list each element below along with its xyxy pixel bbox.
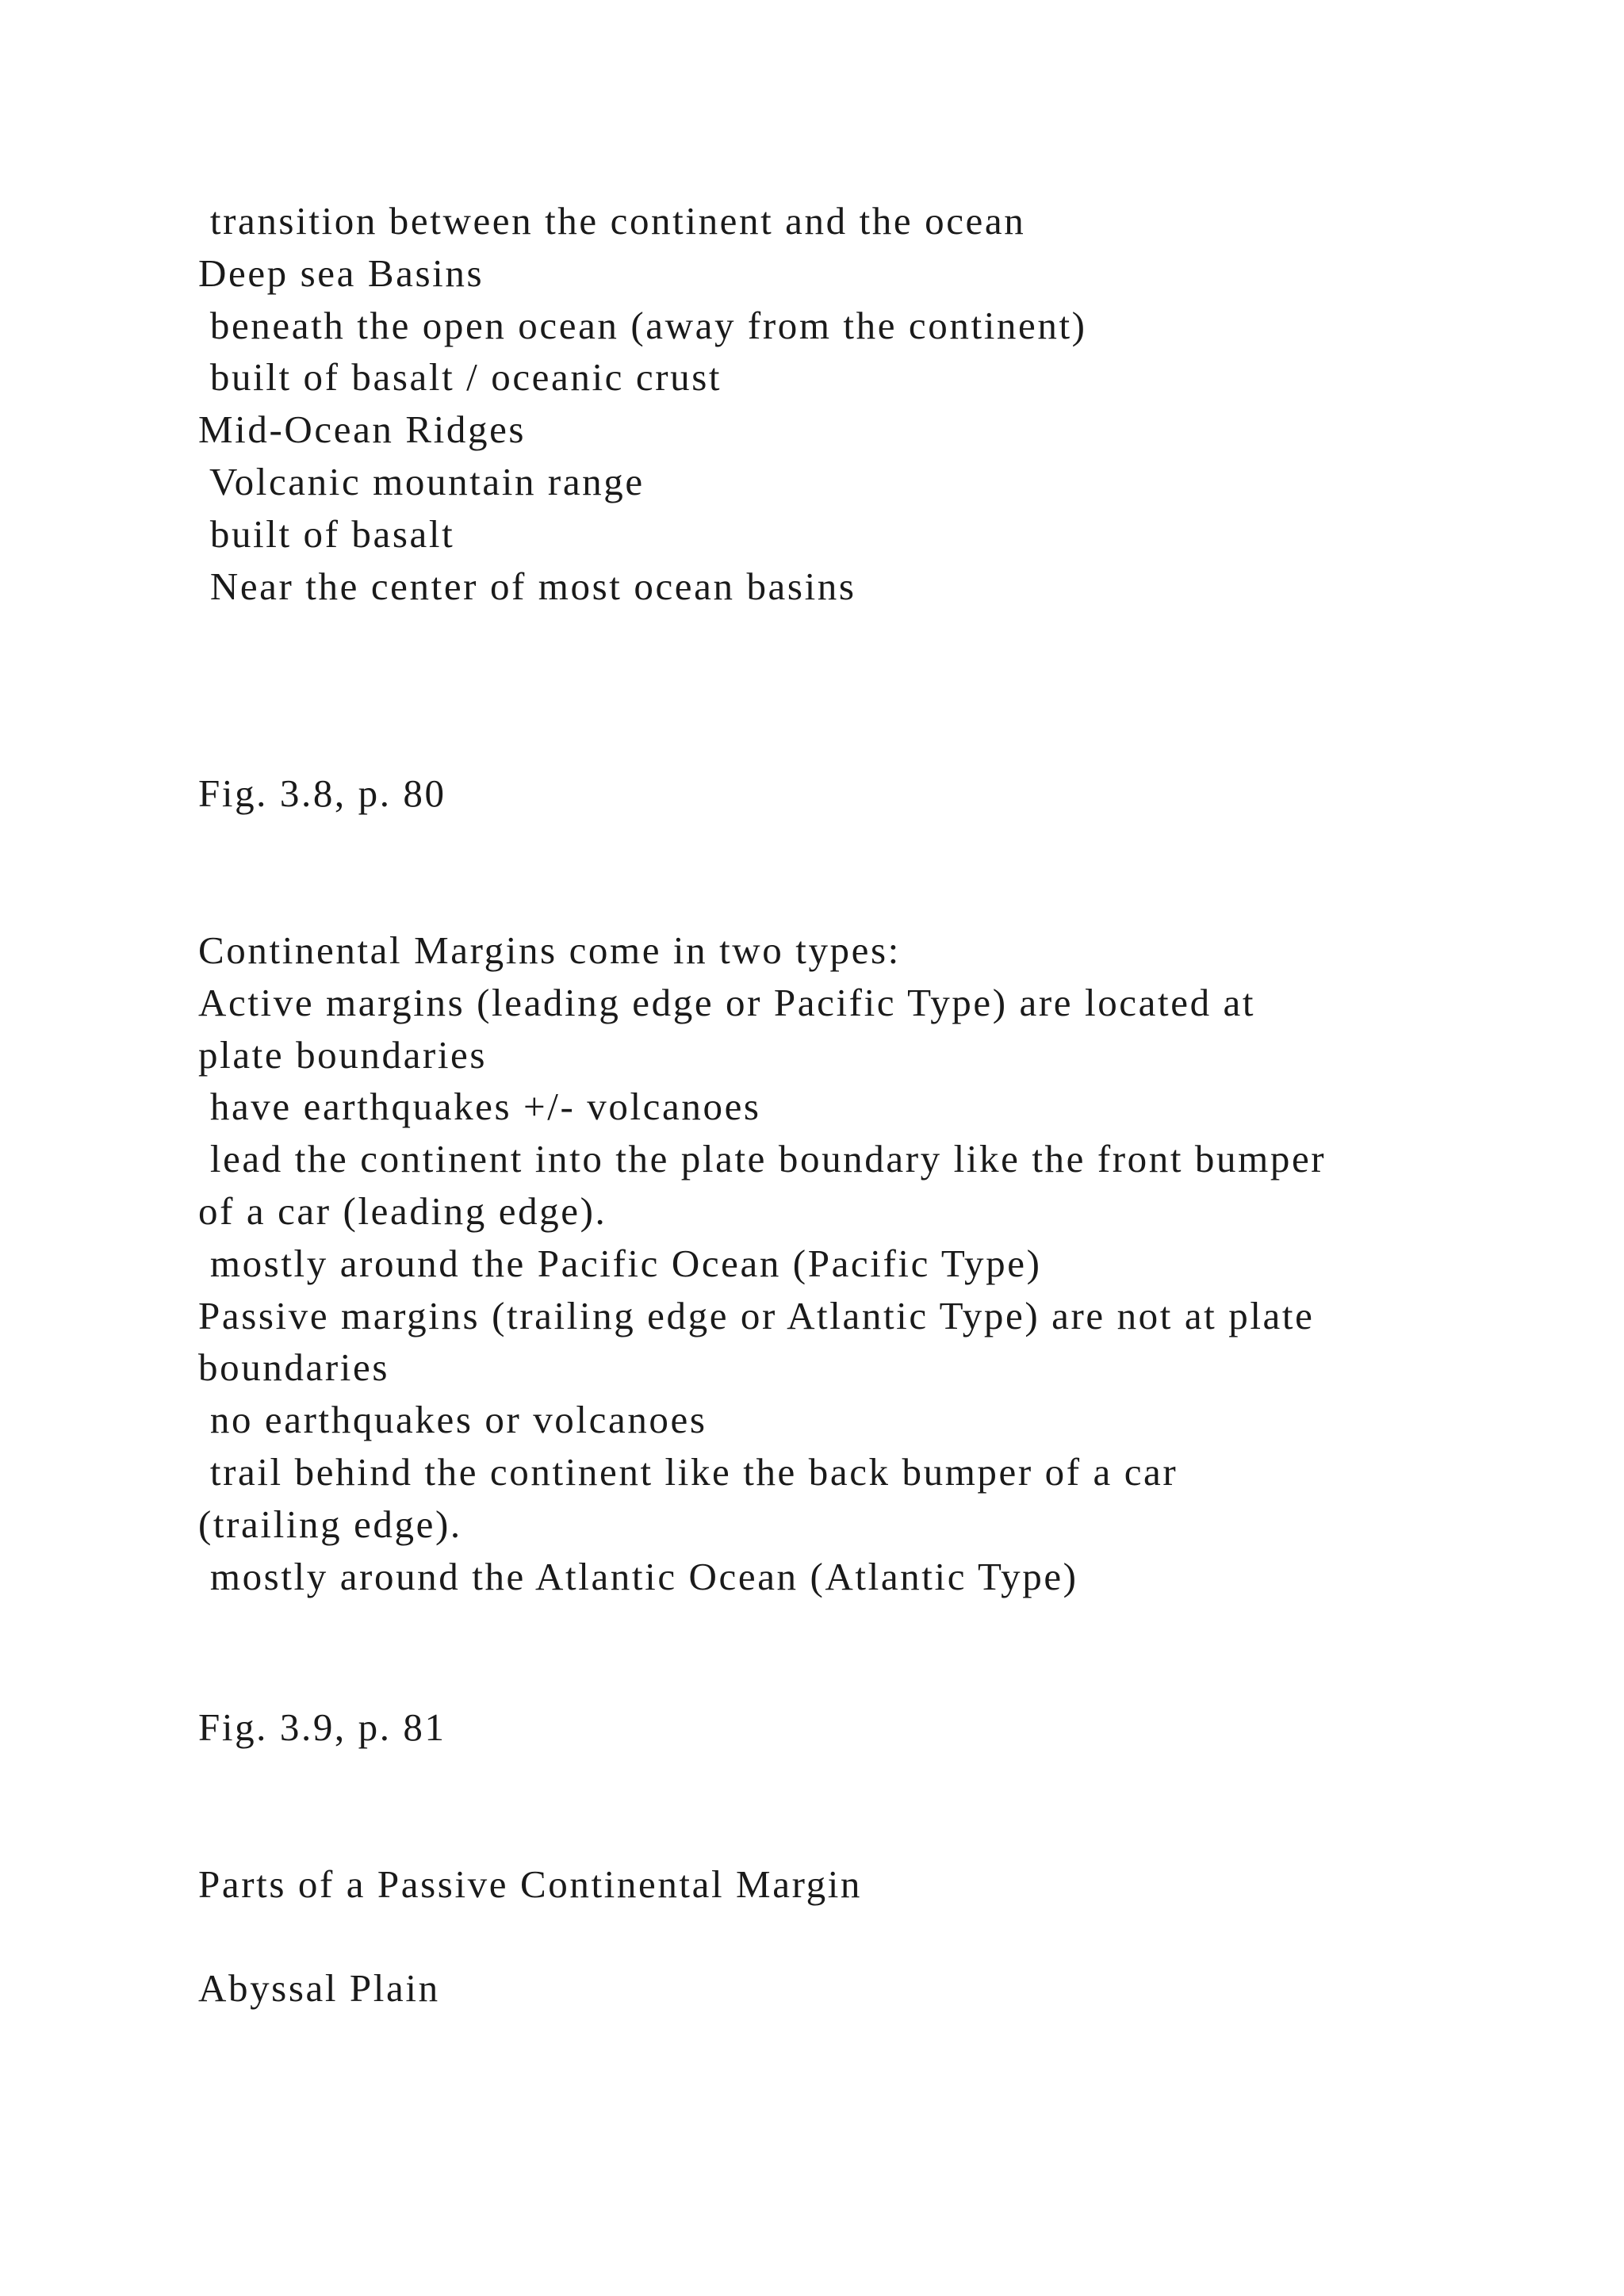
ocean-floor-features-text xyxy=(198,195,1435,612)
text-line: plate boundaries xyxy=(198,1032,488,1077)
text-line: Mid-Ocean Ridges xyxy=(198,408,527,452)
figure-caption: Fig. 3.9, p. 81 xyxy=(198,1705,446,1749)
figure-reference-3-8 xyxy=(198,767,1435,820)
text-line: mostly around the Pacific Ocean (Pacific Type) xyxy=(198,1241,1042,1285)
text-line: have earthquakes +/- volcanoes xyxy=(198,1085,761,1129)
text-line: Deep sea Basins xyxy=(198,251,485,295)
figure-caption: Fig. 3.8, p. 80 xyxy=(198,771,446,815)
text-line: of a car (leading edge). xyxy=(198,1188,607,1233)
abyssal-plain-text xyxy=(198,1962,1435,2015)
text-line: boundaries xyxy=(198,1345,389,1390)
heading-text: Parts of a Passive Continental Margin xyxy=(198,1862,863,1906)
continental-margins-text xyxy=(198,924,1435,1602)
text-line: lead the continent into the plate boundary like the front bumper xyxy=(198,1137,1327,1181)
text-line: built of basalt / oceanic crust xyxy=(198,355,722,400)
text-line: transition between the continent and the ocean xyxy=(198,199,1026,243)
text-line: Abyssal Plain xyxy=(198,1966,440,2010)
text-line: trail behind the continent like the back bumper of a car xyxy=(198,1449,1178,1494)
text-line: mostly around the Atlantic Ocean (Atlantic Type) xyxy=(198,1554,1078,1598)
text-line: Passive margins (trailing edge or Atlantic Type) are not at plate xyxy=(198,1293,1315,1337)
figure-reference-3-9 xyxy=(198,1701,1435,1754)
text-line: beneath the open ocean (away from the continent) xyxy=(198,303,1087,347)
text-line: Near the center of most ocean basins xyxy=(198,564,856,608)
text-line: no earthquakes or volcanoes xyxy=(198,1398,707,1442)
text-line: built of basalt xyxy=(198,511,455,556)
text-line: Continental Margins come in two types: xyxy=(198,928,901,972)
text-line: Volcanic mountain range xyxy=(198,459,645,503)
section-heading xyxy=(198,1858,1435,1911)
text-line: (trailing edge). xyxy=(198,1502,462,1546)
text-line: Active margins (leading edge or Pacific Type) are located at xyxy=(198,980,1256,1024)
